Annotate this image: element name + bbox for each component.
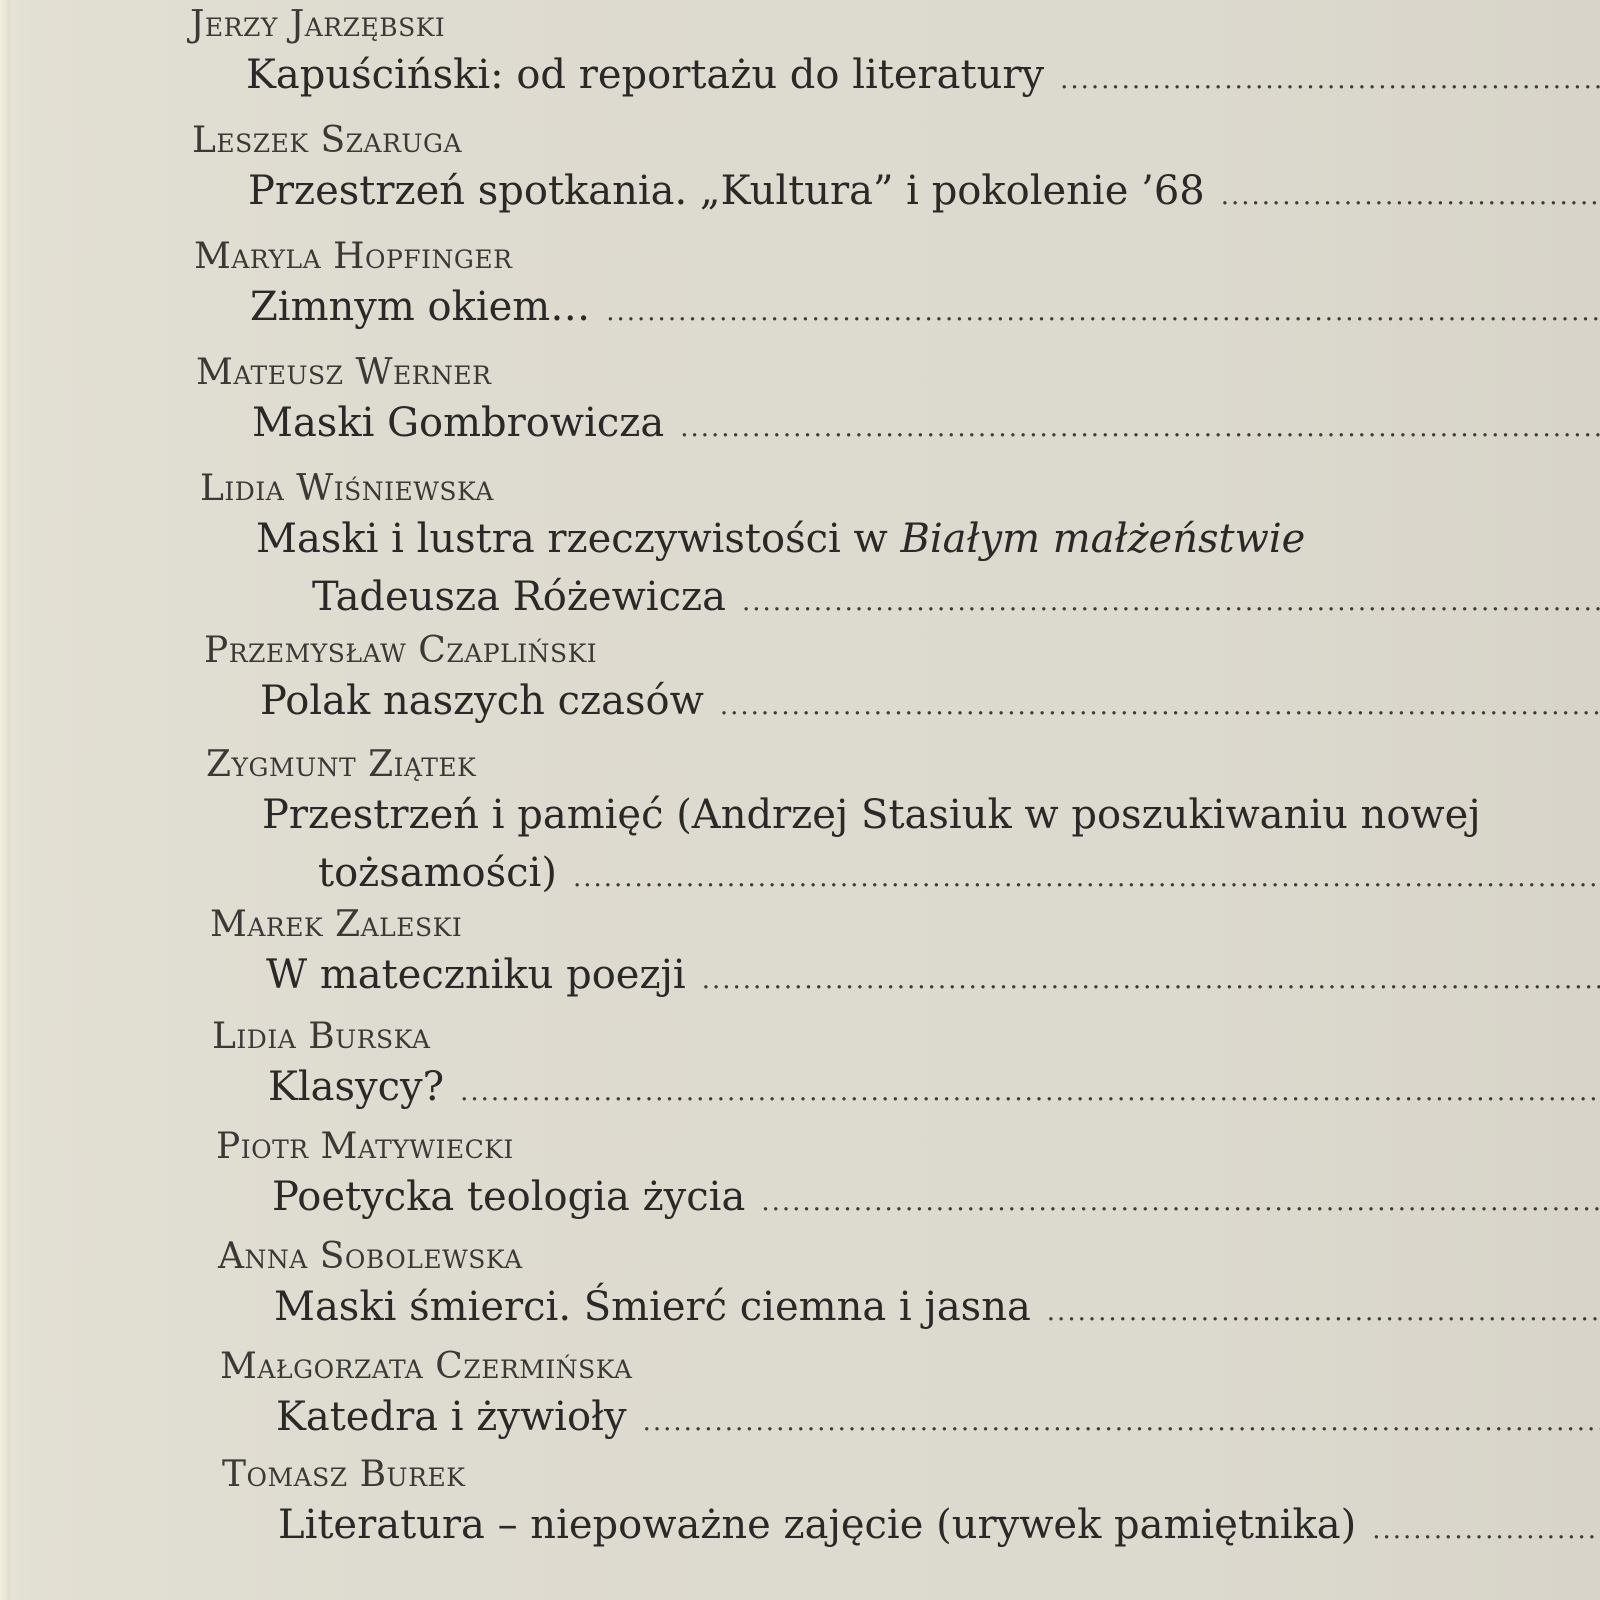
toc-title-continuation [318,844,1600,907]
dot-leader [606,283,1600,341]
dot-leader [643,1393,1600,1451]
toc-title: Poetycka teologia życia [272,1174,746,1220]
dot-leader [460,1063,1600,1121]
toc-author: Jerzy Jarzębski [190,4,446,45]
toc-title-line [256,510,1600,568]
toc-author: Anna Sobolewska [218,1236,523,1277]
toc-title: Zimnym okiem… [250,284,591,330]
toc-title: Przestrzeń spotkania. „Kultura” i pokolenie ’68 [248,168,1205,214]
toc-author: Przemysław Czapliński [204,630,598,671]
toc-title: Literatura – niepoważne zajęcie (urywek pamiętnika) [278,1502,1357,1548]
toc-entry [196,352,1600,457]
toc-title-line [272,1168,1600,1231]
toc-title-line [278,1496,1600,1559]
toc-title: W mateczniku poezji [266,952,686,998]
toc-entry [192,120,1600,225]
toc-title [256,510,1305,568]
toc-title: Maski śmierci. Śmierć ciemna i jasna [274,1284,1031,1330]
toc-entry [210,904,1600,1009]
toc-title-line [250,278,1600,341]
toc-title-line [260,672,1600,735]
toc-title-line [268,1058,1600,1121]
dot-leader [1047,1283,1600,1341]
toc-entry [206,744,1600,907]
toc-entry [204,630,1600,735]
dot-leader [720,677,1600,735]
toc-title-italic: Białym małżeństwie [900,516,1306,562]
toc-title: Przestrzeń i pamięć (Andrzej Stasiuk w poszukiwaniu nowej [262,792,1481,838]
toc-title-line [246,46,1600,109]
toc-title: Kapuściński: od reportażu do literatury [246,52,1045,98]
toc-author: Tomasz Burek [222,1454,466,1495]
toc-author: Małgorzata Czermińska [220,1346,633,1387]
toc-title: Polak naszych czasów [260,678,704,724]
dot-leader [1372,1501,1600,1559]
toc-title: Maski Gombrowicza [252,400,665,446]
toc-title-line [248,162,1600,225]
toc-title-line [274,1278,1600,1341]
toc-author: Zygmunt Ziątek [206,744,477,785]
toc-author: Mateusz Werner [196,352,492,393]
toc-entry [190,4,1600,109]
toc-title: Tadeusza Różewicza [312,574,726,620]
toc-author: Lidia Burska [212,1016,431,1057]
toc-entry [212,1016,1600,1121]
dot-leader [1221,167,1600,225]
toc-author: Leszek Szaruga [192,120,463,161]
toc-title: Katedra i żywioły [276,1394,627,1440]
toc-title-line [252,394,1600,457]
toc-entry [216,1126,1600,1231]
dot-leader [573,849,1600,907]
toc-title-line [266,946,1600,1009]
toc-title: tożsamości) [318,850,557,896]
toc-entry [222,1454,1600,1559]
toc-entry [200,468,1600,631]
toc-title-line [262,786,1600,844]
toc-entry [194,236,1600,341]
dot-leader [1060,51,1600,109]
toc-author: Lidia Wiśniewska [200,468,494,509]
dot-leader [702,951,1600,1009]
page-edge [0,0,10,1600]
toc-entry [218,1236,1600,1341]
toc-title-part: Maski i lustra rzeczywistości w [256,516,901,562]
toc-entry [220,1346,1600,1451]
toc-title: Klasycy? [268,1064,445,1110]
toc-author: Piotr Matywiecki [216,1126,514,1167]
dot-leader [761,1173,1600,1231]
toc-title-continuation [312,568,1600,631]
dot-leader [742,573,1600,631]
dot-leader [680,399,1600,457]
toc-title-line [276,1388,1600,1451]
toc-author: Maryla Hopfinger [194,236,513,277]
toc-author: Marek Zaleski [210,904,463,945]
